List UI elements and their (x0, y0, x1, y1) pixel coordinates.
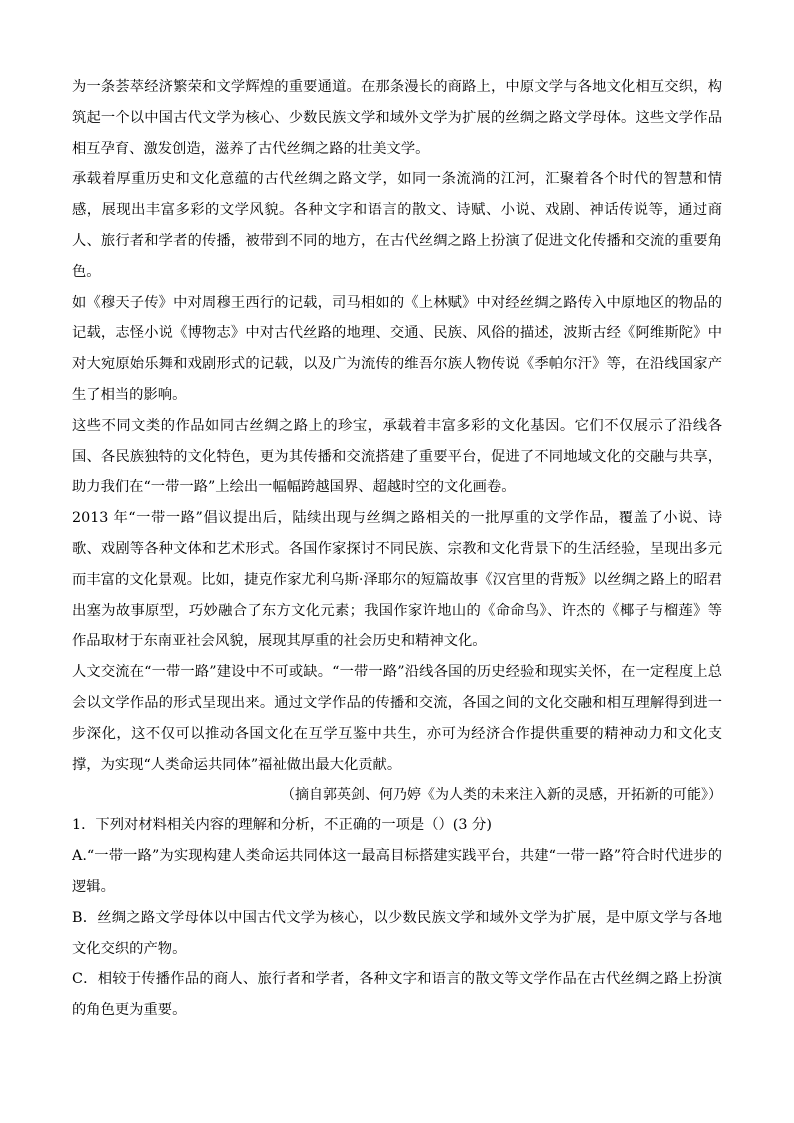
option-c: C．相较于传播作品的商人、旅行者和学者，各种文字和语言的散文等文学作品在古代丝绸之路上扮演的角色更为重要。 (72, 971, 722, 1019)
body-paragraph: 为一条荟萃经济繁荣和文学辉煌的重要通道。在那条漫长的商路上，中原文学与各地文化相互交织，构筑起一个以中国古代文学为核心、少数民族文学和域外文学为扩展的丝绸之路文学母体。这些文学作品相互孕育、激发创造，滋养了古代丝绸之路的壮美文学。 (72, 79, 722, 157)
option-a: A.“一带一路”为实现构建人类命运共同体这一最高目标搭建实践平台，共建“一带一路”符合时代进步的逻辑。 (72, 848, 722, 895)
body-paragraph: 如《穆天子传》中对周穆王西行的记载，司马相如的《上林赋》中对经丝绸之路传入中原地区的物品的记载，志怪小说《博物志》中对古代丝路的地理、交通、民族、风俗的描述，波斯古经《阿维斯陀》中对大宛原始乐舞和戏剧形式的记载，以及广为流传的维吾尔族人物传说《季帕尔汗》等，在沿线国家产生了相当的影响。 (72, 294, 722, 403)
body-paragraph: 2013 年“一带一路”倡议提出后，陆续出现与丝绸之路相关的一批厚重的文学作品，覆盖了小说、诗歌、戏剧等各种文体和艺术形式。各国作家探讨不同民族、宗教和文化背景下的生活经验，呈现出多元而丰富的文化景观。比如，捷克作家尤利乌斯·泽耶尔的短篇故事《汉宫里的背叛》以丝绸之路上的昭君出塞为故事原型，巧妙融合了东方文化元素；我国作家许地山的《命命鸟》、许杰的《椰子与榴莲》等作品取材于东南亚社会风貌，展现其厚重的社会历史和精神文化。 (72, 510, 722, 650)
body-paragraph: 承载着厚重历史和文化意蕴的古代丝绸之路文学，如同一条流淌的江河，汇聚着各个时代的智慧和情感，展现出丰富多彩的文学风貌。各种文字和语言的散文、诗赋、小说、戏剧、神话传说等，通过商人、旅行者和学者的传播，被带到不同的地方，在古代丝绸之路上扮演了促进文化传播和交流的重要角色。 (72, 171, 722, 280)
body-paragraph: 这些不同文类的作品如同古丝绸之路上的珍宝，承载着丰富多彩的文化基因。它们不仅展示了沿线各国、各民族独特的文化特色，更为其传播和交流搭建了重要平台，促进了不同地域文化的交融与共享，助力我们在“一带一路”上绘出一幅幅跨越国界、超越时空的文化画卷。 (72, 417, 722, 496)
document-page (72, 72, 722, 1026)
option-b: B．丝绸之路文学母体以中国古代文学为核心，以少数民族文学和域外文学为扩展，是中原文学与各地文化交织的产物。 (72, 909, 722, 957)
question-stem: 1．下列对材料相关内容的理解和分析，不正确的一项是（）(3 分) (72, 817, 492, 834)
source-citation: （摘自郭英剑、何乃婷《为人类的未来注入新的灵感，开拓新的可能》） (281, 787, 722, 804)
body-paragraph: 人文交流在“一带一路”建设中不可或缺。“一带一路”沿线各国的历史经验和现实关怀，在一定程度上总会以文学作品的形式呈现出来。通过文学作品的传播和交流，各国之间的文化交融和相互理解得到进一步深化，这不仅可以推动各国文化在互学互鉴中共生，亦可为经济合作提供重要的精神动力和文化支撑，为实现“人类命运共同体”福祉做出最大化贡献。 (72, 664, 722, 773)
